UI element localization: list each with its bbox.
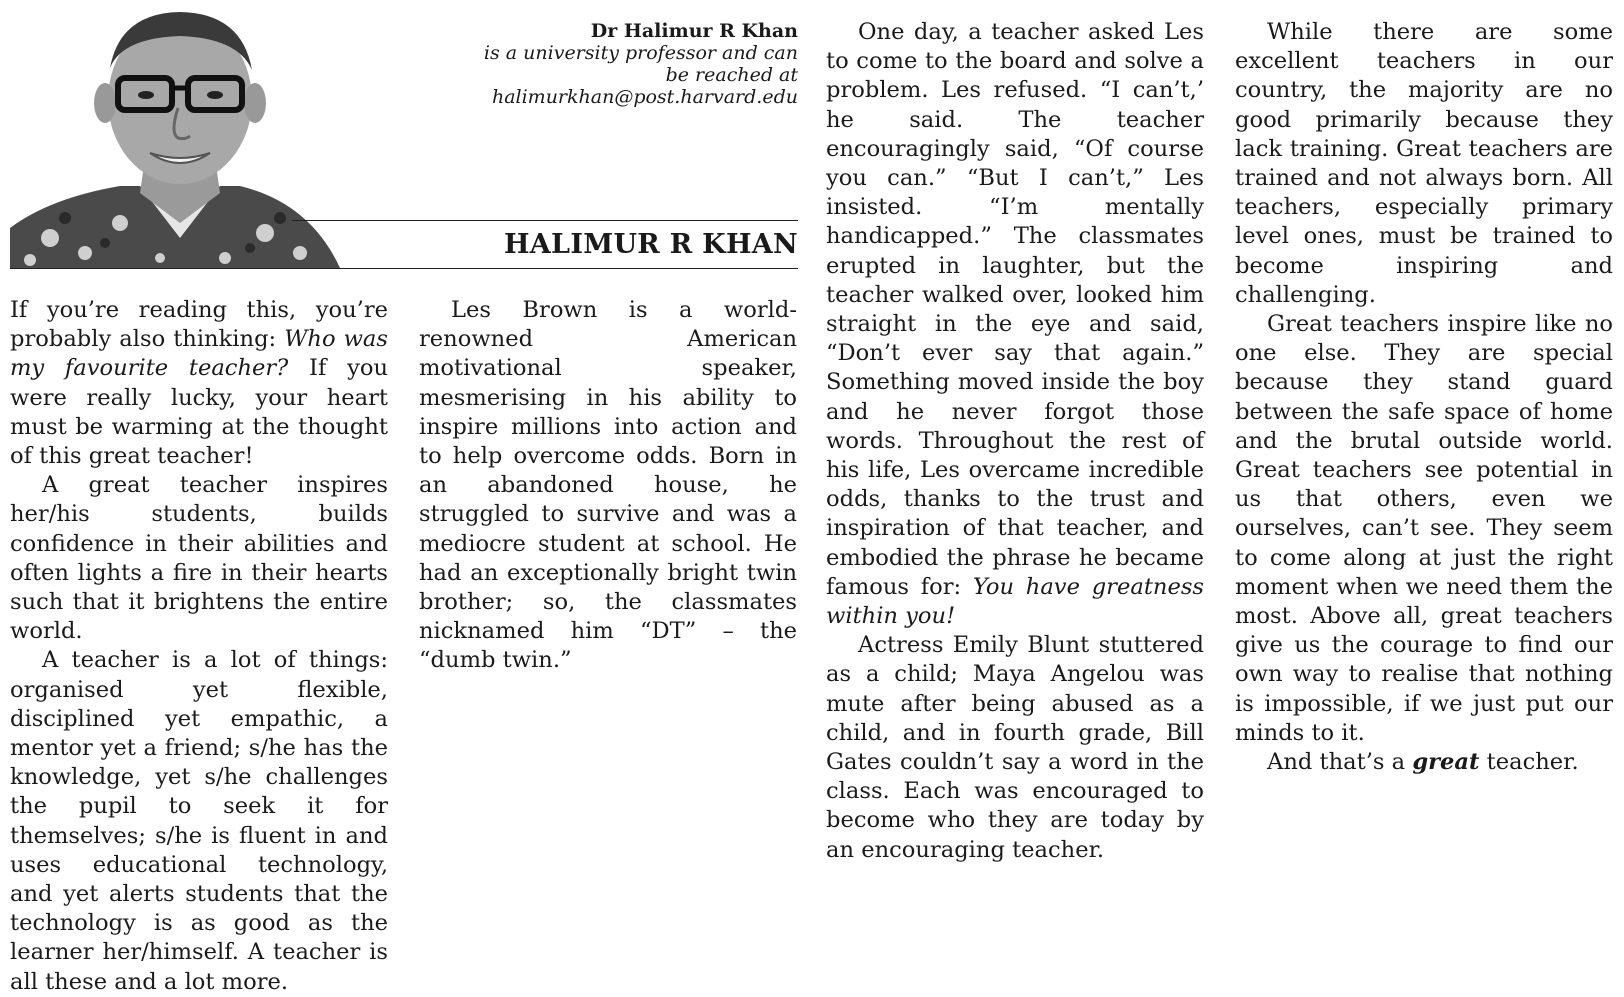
paragraph-6: Actress Emily Blunt stuttered as a child; Maya Angelou was mute after being abused as a child, and in fourth grade, Bill Gates couldn’t say a word in the class. Each was encouraged to become who they are today by an encouraging teacher. (826, 632, 1204, 863)
paragraph-4: Les Brown is a world-renowned American motivational speaker, mesmerising in his ability to inspire millions into action and to help overcome odds. Born in an abandoned house, he struggled to survive and was a mediocre student at school. He had an exceptionally bright twin brother; so, the classmates nicknamed him “DT” – the “dumb twin.” (419, 297, 797, 674)
article-column-3 (826, 18, 1205, 863)
article-column-1 (10, 296, 388, 995)
paragraph-3: A teacher is a lot of things: organised yet flexible, disciplined yet empathic, a mentor yet a friend; s/he has the knowledge, yet s/he challenges the pupil to seek it for themselves; s/he is fluent in and uses educational technology, and yet alerts students that the technology is as good as the learner her/himself. A teacher is all these and a lot more. (10, 647, 388, 995)
paragraph-1: If you’re reading this, you’re probably also thinking: Who was my favourite teacher? If you were really lucky, your heart must be warming at the thought of this great teacher! (10, 297, 388, 470)
author-bio: is a university professor and can be reached at halimurkhan@post.harvard.edu (483, 42, 798, 108)
article-column-2 (419, 296, 797, 786)
author-name: Dr Halimur R Khan (590, 20, 798, 42)
paragraph-9: And that’s a great teacher. (1267, 749, 1579, 776)
header-rule-bottom (10, 268, 798, 269)
article-column-4 (1235, 18, 1613, 786)
columnist-name: HALIMUR R KHAN (504, 229, 798, 260)
paragraph-2: A great teacher inspires her/his students, builds confidence in their abilities and often lights a fire in their hearts such that it brightens the entire world. (10, 472, 388, 645)
header-rule-top (292, 220, 798, 221)
author-byline (458, 20, 798, 108)
paragraph-7: While there are some excellent teachers in our country, the majority are no good primarily because they lack training. Great teachers are trained and not always born. All teachers, especially primary level ones, must be trained to become inspiring and challenging. (1235, 19, 1613, 308)
paragraph-5: One day, a teacher asked Les to come to the board and solve a problem. Les refused. “I can’t,’ he said. The teacher encouragingly said, “Of course you can.” “But I can’t,” Les insisted. “I’m mentally handicapped.” The classmates erupted in laughter, but the teacher walked over, looked him straight in the eye and said, “Don’t ever say that again.” Something moved inside the boy and he never forgot those words. Throughout the rest of his life, Les overcame incredible odds, thanks to the trust and inspiration of that teacher, and embodied the phrase he became famous for: You have greatness within you! (826, 19, 1205, 630)
author-portrait (10, 8, 350, 268)
paragraph-8: Great teachers inspire like no one else. They are special because they stand guard between the safe space of home and the brutal outside world. Great teachers see potential in us that others, even we ourselves, can’t see. They seem to come along at just the right moment when we need them the most. Above all, great teachers give us the courage to find our own way to realise that nothing is impossible, if we just put our minds to it. (1235, 311, 1613, 746)
